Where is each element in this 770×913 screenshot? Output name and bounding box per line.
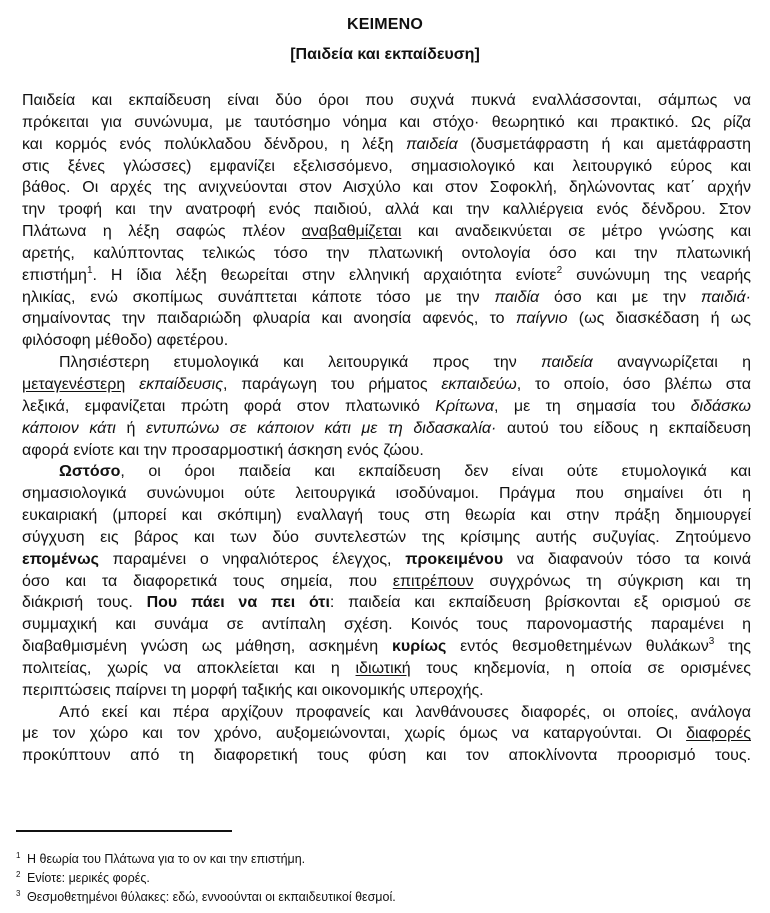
underlined-term: επιτρέπουν — [392, 572, 474, 590]
text-line — [22, 592, 751, 614]
text-line — [22, 745, 751, 767]
text-run: λεξικά, εμφανίζεται πρώτη φορά στον πλατωνικό — [22, 397, 436, 415]
text-run: συγχρόνως τη σύγκριση και τη — [473, 572, 751, 590]
text-run: επιστήμη — [22, 266, 87, 284]
text-run: φιλόσοφη μέθοδο) αφετέρου. — [22, 332, 229, 350]
text-run: να διαφανούν τόσο τα κοινά — [503, 550, 752, 568]
text-line — [22, 527, 751, 549]
text-run: περιπτώσεις παίρνει τη μορφή ταξικής και οικονομικής υπεροχής. — [22, 681, 484, 699]
paragraph — [22, 702, 751, 768]
footnote-separator — [16, 830, 232, 832]
footnote-number: 2 — [16, 870, 21, 879]
text-run: παραμένει ο νηφαλιότερος έλεγχος, — [98, 550, 406, 568]
italic-term: εντυπώνω σε κάποιον κάτι με τη διδασκαλία· — [145, 419, 497, 437]
footnote-ref: 2 — [556, 264, 563, 276]
text-run: όσο και με την — [539, 288, 701, 306]
text-line — [22, 265, 751, 287]
underlined-term: ιδιωτική — [355, 659, 411, 677]
text-run: διάκρισή τους. — [22, 594, 147, 612]
underlined-term: αναβαθμίζεται — [301, 223, 402, 241]
paragraph — [22, 90, 751, 352]
text-run: τους κηδεμονία, η οποία σε ορισμένες — [410, 659, 751, 677]
text-run: στις ξένες γλώσσες) εμφανίζει εξελισσόμενο, σημασιολογικό και λειτουργικό εύρος και — [22, 157, 751, 175]
text-line — [22, 112, 751, 134]
text-run: βάθος. Οι αρχές της ανιχνεύονται στον Αισχύλο και στον Σοφοκλή, δηλώνοντας κατ΄ αρχήν — [22, 179, 751, 197]
text-run: σύγχυση εις βάρος και των δύο συντελεστών της κρίσιμης αυτής συζυγίας. Ζητούμενο — [22, 528, 751, 546]
bold-term: επομένως — [22, 550, 99, 568]
footnote-number: 1 — [16, 851, 21, 860]
text-line — [22, 308, 751, 330]
text-run: αυτού του είδους η εκπαίδευση — [496, 419, 752, 437]
bold-term: προκειμένου — [405, 550, 504, 568]
text-line — [22, 702, 751, 724]
text-run: όσο και τα διαφορετικά τους σημεία, που — [22, 572, 393, 590]
text-run: πολιτείας, χωρίς να αποκλείεται και η — [22, 659, 356, 677]
bold-term: Ωστόσο — [59, 463, 121, 481]
italic-term: παιδεία — [406, 135, 458, 153]
text-line — [22, 330, 751, 352]
text-run: της — [714, 638, 752, 656]
underlined-term: μεταγενέστερη — [22, 375, 126, 393]
text-line — [22, 352, 751, 374]
text-line — [22, 374, 751, 396]
text-line — [22, 199, 751, 221]
text-run: ηλικίας, ενώ σκοπίμως συνάπτεται κάποτε τόσο με την — [22, 288, 495, 306]
text-line — [22, 723, 751, 745]
text-run: και αναδεικνύεται σε μέτρο γνώσης και — [401, 223, 751, 241]
text-run: Πλησιέστερη ετυμολογικά και λειτουργικά προς την — [59, 354, 542, 372]
text-line — [22, 571, 751, 593]
text-run: Από εκεί και πέρα αρχίζουν προφανείς και λανθάνουσες διαφορές, οι οποίες, ανάλογα — [59, 703, 751, 721]
text-run: συνώνυμη της νεαρής — [562, 266, 752, 284]
text-line — [22, 614, 751, 636]
text-run: την τροφή και την ανατροφή ενός παιδιού, αλλά και την καλλιέργεια ενός δένδρου. Στον — [22, 201, 751, 219]
text-run: : παιδεία και εκπαίδευση βρίσκονται εξ ορισμού σε — [329, 594, 751, 612]
text-run: , οι όροι παιδεία και εκπαίδευση δεν είναι ούτε ετυμολογικά και — [120, 463, 751, 481]
text-line — [22, 156, 751, 178]
text-line — [22, 243, 751, 265]
text-line — [22, 483, 751, 505]
footnote — [16, 848, 396, 867]
text-run: με τον χώρο και τον χρόνο, αυξομειώνονται, χωρίς όμως να καταργούνται. Οι — [22, 725, 687, 743]
text-run: Πλάτωνα η λέξη σαφώς πλέον — [22, 223, 302, 241]
text-run: (ως διασκέδαση ή ως — [567, 310, 751, 328]
text-line — [22, 90, 751, 112]
text-run: , με τη σημασία του — [494, 397, 691, 415]
text-line — [22, 636, 751, 658]
footnote-text: Θεσμοθετημένοι θύλακες: εδώ, εννοούνται οι εκπαιδευτικοί θεσμοί. — [27, 890, 396, 904]
footnote-ref: 1 — [86, 264, 93, 276]
text-run: εντός θεσμοθετημένων θυλάκων — [446, 638, 709, 656]
text-run: . Η ίδια λέξη θεωρείται στην ελληνική αρχαιότητα ενίοτε — [92, 266, 557, 284]
italic-term: εκπαιδεύω — [441, 375, 517, 393]
text-line — [22, 396, 751, 418]
text-run: διαβαθμισμένη γνώση ως μάθηση, ασκημένη — [22, 638, 392, 656]
text-run: πρόκειται για συνώνυμα, με ταυτόσημο νόημα και στόχο· θεωρητικό και πρακτικό. Ως ρίζα — [22, 113, 751, 131]
footnote-ref: 3 — [708, 636, 715, 648]
text-run: αναγνωρίζεται η — [592, 354, 752, 372]
document-subtitle: [Παιδεία και εκπαίδευση] — [290, 46, 480, 63]
text-line — [22, 440, 751, 462]
text-line — [22, 134, 751, 156]
footnote — [16, 886, 396, 905]
italic-term: εκπαίδευσις — [139, 375, 223, 393]
document-title: ΚΕΙΜΕΝΟ — [346, 16, 424, 33]
text-run: σημασιολογικά συνώνυμοι ούτε λειτουργικά ισοδύναμοι. Πράγμα που σημαίνει ότι η — [22, 485, 751, 503]
text-run: αφορά ενίοτε και την προσαρμοστική άσκηση ενός ζώου. — [22, 441, 424, 459]
italic-term: παίγνιο — [515, 310, 568, 328]
text-run: , το οποίο, όσο βλέπω στα — [516, 375, 751, 393]
text-run: Παιδεία και εκπαίδευση είναι δύο όροι που συχνά πυκνά εναλλάσσονται, σάμπως να — [22, 92, 751, 109]
body-text — [22, 90, 751, 767]
text-line — [22, 221, 751, 243]
text-line — [22, 418, 751, 440]
text-line — [22, 461, 751, 483]
italic-term: κάποιον κάτι — [22, 419, 116, 437]
italic-term: παιδία — [494, 288, 540, 306]
text-line — [22, 549, 751, 571]
text-run: ή — [115, 419, 146, 437]
italic-term: παιδεία — [541, 354, 593, 372]
text-run: και κορμός ενός πολύκλαδου δένδρου, η λέξη — [22, 135, 407, 153]
underlined-term: διαφορές — [686, 725, 751, 743]
paragraph — [22, 461, 751, 701]
text-run: σημαίνοντας την παιδαριώδη φλυαρία και ανοησία αφενός, το — [22, 310, 516, 328]
text-line — [22, 505, 751, 527]
paragraph — [22, 352, 751, 461]
text-run: αρετής, καλύπτοντας τελικώς τόσο την πλατωνική οντολογία όσο και την πλατωνική — [22, 244, 751, 262]
footnote-text: Η θεωρία του Πλάτωνα για το ον και την επιστήμη. — [27, 852, 306, 866]
footnote — [16, 867, 396, 886]
text-run: , παράγωγη του ρήματος — [223, 375, 442, 393]
italic-term: Κρίτωνα — [435, 397, 495, 415]
footnote-text: Ενίοτε: μερικές φορές. — [27, 871, 150, 885]
text-line — [22, 680, 751, 702]
text-line — [22, 287, 751, 309]
text-run: ευκαιριακή (μπορεί και σκόπιμη) εναλλαγή τους στη θεωρία και στην πράξη δημιουργεί — [22, 507, 751, 525]
bold-term: Που πάει να πει ότι — [146, 594, 330, 612]
text-run: (δυσμετάφραστη ή και αμετάφραστη — [457, 135, 751, 153]
text-run — [125, 376, 139, 393]
footnote-number: 3 — [16, 889, 21, 898]
text-line — [22, 658, 751, 680]
text-run: συμμαχική και συνάμα σε αντίπαλη σχέση. Κοινός τους παρονομαστής παραμένει η — [22, 616, 751, 634]
italic-term: παιδιά· — [700, 288, 751, 306]
text-run: προκύπτουν από τη διαφορετική τους φύση και τον αποκλίνοντα προορισμό τους. — [22, 747, 751, 765]
bold-term: κυρίως — [391, 638, 447, 656]
footnotes — [16, 848, 396, 905]
italic-term: διδάσκω — [690, 397, 752, 415]
text-line — [22, 177, 751, 199]
